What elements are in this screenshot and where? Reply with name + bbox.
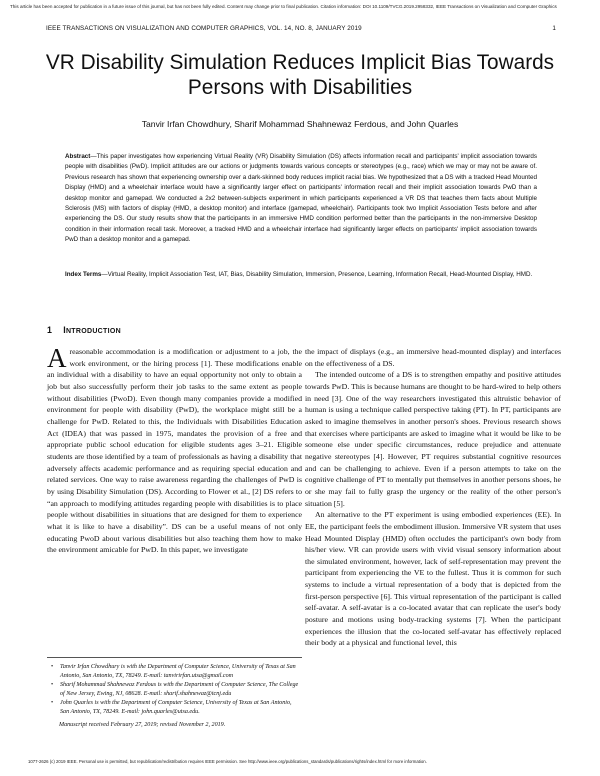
- section-title-rest: NTRODUCTION: [65, 328, 121, 335]
- paper-title: VR Disability Simulation Reduces Implicit Bias Towards Persons with Disabilities: [45, 51, 555, 99]
- affiliation-item: • Sharif Mohammad Shahnewaz Ferdous is with the Department of Computer Science, The College of New Jersey, Ewing, NJ, 08628. E-mail: sharif.shahnewaz@tcnj.edu: [60, 681, 302, 698]
- drop-cap: A: [47, 343, 67, 373]
- journal-name: IEEE TRANSACTIONS ON VISUALIZATION AND COMPUTER GRAPHICS, VOL. 14, NO. 8, JANUARY 2019: [46, 25, 362, 32]
- intro-paragraph-3: An alternative to the PT experiment is using embodied experiences (EE). In EE, the participant feels the embodiment illusion. Immersive VR system that uses Head Mounted Display (HMD) often occludes the participant's own body from his/her view. VR can provide users with vivid visual sensory information about the simulated environment, however, lack of self-representation may prevent the participant from experiencing the VE to the fullest. Thus it is common for such systems to include a virtual representation of a body that is depicted from the first-person perspective [6]. This virtual representation of the participant is called self-avatar. A self-avatar is a co-located avatar that can replicate the user's body posture and motions using body-tracking systems [7]. When the participant experiences the illusion that the co-located self-avatar has effectively replaced their body at a physical and functional level, this: [305, 510, 561, 648]
- acceptance-notice: This article has been accepted for publication in a future issue of this journal, but has not been fully edited. Content may change prior to final publication. Citation information: DOI 10.1109/TVCG.2019.2958332, IEEE Transactions on Visualization and Computer Graphics: [10, 4, 557, 9]
- intro-paragraph-1-text: reasonable accommodation is a modification or adjustment to a job, the work environment, or the hiring process [1]. These modifications enable an individual with a disability to have an equal opportunity not only to obtain a job but also successfully perform their job tasks to the same extent as people without disabilities (PwoD). Even though many companies provide a modified environment for people with disability (PwD), the workplace might still be a challenge for PwD. Related to this, the Individuals with Disabilities Education Act (IDEA) that was passed in 1975, mandates the provision of a free and appropriate public school education for eligible students ages 3–21. Eligible students are those identified by a team of professionals as having a disability that adversely affects academic performance and as requiring special education and related services. One way to raise awareness regarding the challenges of PwD is by using Disability Simulation (DS). According to Flower et al., [2] DS refers to “an approach to modifying attitudes regarding people with disabilities is to place people without disabilities in situations that are designed for them to experience what it is like to have a disability”. DS can be a useful means of not only educating PwoD about various disabilities but also teaching them how to make the environment amicable for PwD. In this paper, we investigate: [47, 347, 302, 555]
- manuscript-dates: Manuscript received February 27, 2019; revised November 2, 2019.: [59, 721, 226, 728]
- affiliation-list: [47, 663, 302, 717]
- abstract-text: —This paper investigates how experiencing Virtual Reality (VR) Disability Simulation (DS) affects information recall and participants' implicit association towards people with disabilities (PwD). Implicit attitudes are our actions or judgments towards various concepts or stereotypes (e.g., race) which we may or may not be aware of. Previous research has shown that experiencing ownership over a dark-skinned body reduces implicit racial bias. We hypothesized that a DS with a tracked Head Mounted Display (HMD) and a wheelchair interface would have a significantly larger effect on participants' information recall and their implicit association towards PwD than a desktop monitor and gamepad. We conducted a 2x2 between-subjects experiment in which participants experienced a VR DS that teaches them facts about Multiple Sclerosis (MS) with factors of display (HMD, a desktop monitor) and interface (gamepad, wheelchair). Participants took two Implicit Association Tests before and after experiencing the DS. Our study results show that the participants in an immersive HMD condition performed better than the participants in the non-immersive Desktop condition in their information recall task. Moreover, a tracked HMD and a wheelchair interface had significantly larger effects on participants' implicit association towards PwD than a desktop monitor and a gamepad.: [65, 153, 537, 244]
- affiliation-item: • Tanvir Irfan Chowdhury is with the Department of Computer Science, University of Texas at San Antonio, San Antonio, TX, 78249. E-mail: tanvirirfan.utsa@gmail.com: [60, 663, 302, 680]
- intro-paragraph-1: [47, 343, 302, 556]
- section-heading: [47, 325, 121, 335]
- index-terms-text: —Virtual Reality, Implicit Association Test, IAT, Bias, Disability Simulation, Immersion, Presence, Learning, Information Recall, Head-Mounted Display, HMD.: [101, 271, 533, 278]
- copyright-notice: 1077-2626 (c) 2019 IEEE. Personal use is permitted, but republication/redistribution requires IEEE permission. See http://www.ieee.org/publications_standards/publications/rights/index.html for more information.: [28, 759, 427, 764]
- index-terms: [65, 270, 537, 280]
- index-terms-label: Index Terms: [65, 271, 102, 278]
- section-number: 1: [47, 325, 53, 335]
- intro-paragraph-2: The intended outcome of a DS is to strengthen empathy and positive attitudes towards PwD. This is because humans are thought to be hard-wired to help others in need [3]. One of the way researchers investigated this altruistic behavior of human is using a technique called perspective taking (PT). In PT, participants are asked to imagine themselves in another person's shoes. Previous research shows that exercises where participants are asked to imagine what it would be like to be someone else under specific circumstances, reduce prejudice and attenuate negative stereotypes [4]. However, PT requires substantial cognitive resources and can be challenging to achieve. Even if a person attempts to take on the cognitive challenge of PT to mentally put themselves in another persons shoes, he or she may fail to fully grasp the urgency or the reality of the other person's situation [5].: [305, 370, 561, 508]
- page-number: 1: [552, 25, 556, 32]
- section-title-cap: I: [63, 325, 66, 335]
- author-list: Tanvir Irfan Chowdhury, Sharif Mohammad Shahnewaz Ferdous, and John Quarles: [141, 119, 459, 129]
- abstract-label: Abstract: [65, 153, 91, 160]
- affiliation-item: • John Quarles is with the Department of Computer Science, University of Texas at San Antonio, San Antonio, TX, 78249. E-mail: john.quarles@utsa.edu.: [60, 699, 302, 716]
- right-column: [305, 346, 561, 649]
- abstract: [65, 152, 537, 246]
- intro-paragraph-1-cont: the impact of displays (e.g., an immersive head-mounted display) and interfaces on the effectiveness of a DS.: [305, 347, 561, 368]
- left-column: [47, 343, 302, 556]
- footnote-divider: [47, 657, 302, 658]
- running-header: [46, 25, 556, 32]
- footnotes: [47, 663, 302, 729]
